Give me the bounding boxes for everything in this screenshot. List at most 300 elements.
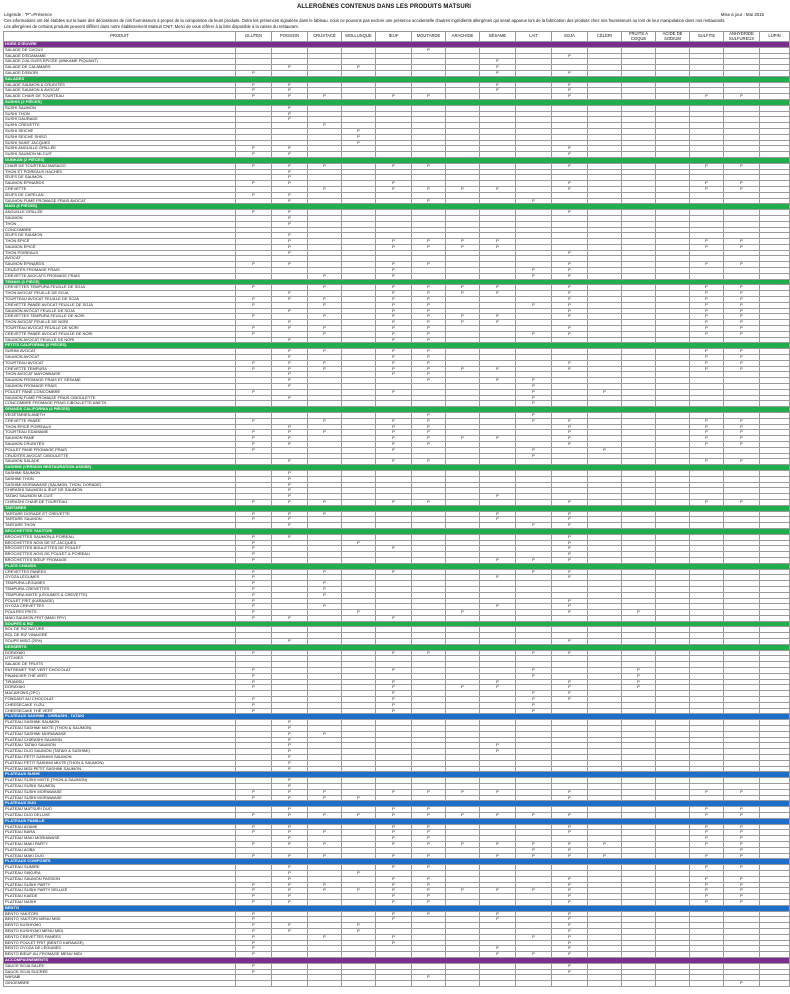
allergen-cell: P — [376, 430, 412, 436]
allergen-cell: P — [446, 841, 480, 847]
allergen-cell: P — [236, 499, 272, 505]
allergen-cell: P — [236, 447, 272, 453]
product-name: CONCOMBRE — [4, 227, 236, 233]
product-name: SAUCE SOJA SALÉE — [4, 963, 236, 969]
column-header: ANHYDRIDE SULFUREUX — [724, 32, 760, 42]
product-name: TEMPURA MIXTE (LÉGUMES & CREVETTE) — [4, 592, 236, 598]
allergen-cell: P — [272, 928, 308, 934]
allergen-cell: P — [236, 192, 272, 198]
product-name: CREVETTE PANÉE AVOCAT FEUILLE DE SOJA — [4, 302, 236, 308]
section-title: ACCOMPAGNEMENTS — [4, 957, 790, 963]
allergen-cell: P — [480, 575, 516, 581]
allergen-cell: P — [724, 366, 760, 372]
allergen-cell — [552, 981, 588, 987]
allergen-cell: P — [480, 59, 516, 65]
allergen-cell: P — [552, 181, 588, 187]
column-header: SÉSAME — [480, 32, 516, 42]
allergen-cell: P — [724, 441, 760, 447]
allergen-cell: P — [412, 262, 446, 268]
allergen-cell: P — [376, 708, 412, 714]
allergen-cell: P — [272, 795, 308, 801]
allergen-cell: P — [552, 847, 588, 853]
product-name: BENTO CREVETTES PANÉES — [4, 934, 236, 940]
allergen-cell: P — [236, 952, 272, 958]
allergen-cell: P — [480, 557, 516, 563]
allergen-cell: P — [376, 337, 412, 343]
product-name: ANGUILLE GRILLÉE — [4, 210, 236, 216]
allergen-cell: P — [516, 934, 552, 940]
allergen-cell: P — [412, 331, 446, 337]
allergen-cell: P — [446, 789, 480, 795]
allergen-cell: P — [236, 894, 272, 900]
allergen-cell: P — [480, 952, 516, 958]
allergen-cell: P — [236, 575, 272, 581]
allergen-cell: P — [272, 105, 308, 111]
allergen-cell: P — [552, 441, 588, 447]
allergen-cell: P — [236, 685, 272, 691]
allergen-cell: P — [272, 378, 308, 384]
allergen-cell: P — [552, 436, 588, 442]
allergen-cell: P — [376, 685, 412, 691]
allergen-cell: P — [516, 378, 552, 384]
allergen-cell: P — [272, 355, 308, 361]
allergen-cell: P — [480, 853, 516, 859]
allergen-cell: P — [552, 888, 588, 894]
allergen-cell: P — [236, 94, 272, 100]
allergen-cell: P — [552, 511, 588, 517]
allergen-cell: P — [236, 928, 272, 934]
column-header: LAIT — [516, 32, 552, 42]
allergen-cell: P — [236, 697, 272, 703]
allergen-cell: P — [412, 302, 446, 308]
product-name: PLATEAU SUSHI MIXTE (THON & SAUMON) — [4, 778, 236, 784]
allergen-cell: P — [690, 459, 724, 465]
product-name: THON ÉPICÉ POIREAUX — [4, 424, 236, 430]
allergen-cell: P — [376, 273, 412, 279]
allergen-cell: P — [272, 146, 308, 152]
allergen-cell: P — [480, 239, 516, 245]
allergen-cell: P — [236, 592, 272, 598]
allergen-cell: P — [308, 302, 342, 308]
allergen-cell: P — [376, 239, 412, 245]
allergen-cell: P — [690, 308, 724, 314]
allergen-cell: P — [272, 250, 308, 256]
allergen-cell: P — [272, 169, 308, 175]
allergen-cell: P — [272, 534, 308, 540]
product-name: SAUMON AVOCAT — [4, 355, 236, 361]
allergen-cell: P — [412, 789, 446, 795]
allergen-cell: P — [308, 789, 342, 795]
allergen-cell: P — [412, 378, 446, 384]
product-name: SAUMON PANÉ — [4, 436, 236, 442]
allergen-cell: P — [272, 807, 308, 813]
allergen-cell: P — [272, 372, 308, 378]
allergen-cell: P — [272, 824, 308, 830]
allergen-cell: P — [724, 285, 760, 291]
allergen-cell: P — [236, 882, 272, 888]
allergen-cell: P — [552, 546, 588, 552]
allergen-cell: P — [480, 186, 516, 192]
allergen-cell — [236, 981, 272, 987]
product-name: PLATEAU AOBA — [4, 847, 236, 853]
allergen-cell: P — [446, 812, 480, 818]
section-title: TARTARES — [4, 505, 790, 511]
allergen-cell: P — [236, 795, 272, 801]
allergen-cell: P — [342, 140, 376, 146]
product-name: TOURTEAU AVOCAT FEUILLE DE SOJA — [4, 297, 236, 303]
product-name: SURIMI AVOCAT — [4, 349, 236, 355]
allergen-cell: P — [376, 702, 412, 708]
allergen-cell: P — [516, 691, 552, 697]
section-title: SOUPES & RIZ — [4, 621, 790, 627]
allergen-cell: P — [376, 876, 412, 882]
allergen-cell: P — [272, 297, 308, 303]
product-name: SAUMON CRUDITÉS — [4, 441, 236, 447]
allergen-cell: P — [552, 302, 588, 308]
allergen-cell: P — [236, 82, 272, 88]
allergen-cell: P — [412, 975, 446, 981]
allergen-cell: P — [516, 557, 552, 563]
allergen-cell: P — [272, 760, 308, 766]
product-name: BENTO GYOZA DE LÉGUMES — [4, 946, 236, 952]
product-name: PLATEAU MIDI PETIT SASHIMI SAUMON — [4, 766, 236, 772]
section-title: HORS D'ŒUVRE — [4, 42, 790, 48]
allergen-cell: P — [236, 940, 272, 946]
allergen-cell: P — [480, 946, 516, 952]
allergen-cell: P — [376, 882, 412, 888]
product-name: SUSHI ANGUILLE GRILLÉE — [4, 146, 236, 152]
product-name: SAUMON FUMÉ FROMAGE FRAIS AVOCAT — [4, 198, 236, 204]
allergen-cell: P — [236, 824, 272, 830]
allergen-cell: P — [272, 308, 308, 314]
allergen-cell: P — [272, 239, 308, 245]
allergen-cell: P — [724, 436, 760, 442]
allergen-cell: P — [272, 517, 308, 523]
allergen-cell: P — [272, 163, 308, 169]
allergen-cell: P — [552, 360, 588, 366]
product-name: SOUPE MISO (20%) — [4, 639, 236, 645]
product-name: THON POIREAUX — [4, 250, 236, 256]
allergen-cell: P — [690, 320, 724, 326]
column-header: ACIDE DE SODIUM — [656, 32, 690, 42]
allergen-cell: P — [690, 436, 724, 442]
allergen-cell: P — [308, 882, 342, 888]
allergen-cell: P — [724, 847, 760, 853]
allergen-table — [3, 31, 790, 987]
product-name: CREVETTE PANÉE — [4, 418, 236, 424]
product-name: SUSHI THON — [4, 111, 236, 117]
product-name: CONCOMBRE FROMAGE FRAIS CIBOULETTE ANETH — [4, 401, 236, 407]
product-name: SALADE CHAIR DE TOURTEAU — [4, 94, 236, 100]
allergen-cell: P — [690, 163, 724, 169]
allergen-cell: P — [236, 650, 272, 656]
allergen-cell: P — [552, 418, 588, 424]
allergen-cell: P — [480, 65, 516, 71]
product-name: PLATEAU SUMIRE — [4, 865, 236, 871]
allergen-cell: P — [412, 285, 446, 291]
allergen-cell: P — [236, 604, 272, 610]
allergen-cell: P — [552, 82, 588, 88]
allergen-cell: P — [376, 899, 412, 905]
column-header: PRODUIT — [4, 32, 236, 42]
allergen-cell: P — [376, 447, 412, 453]
allergen-cell: P — [272, 430, 308, 436]
allergen-cell: P — [308, 285, 342, 291]
allergen-cell: P — [236, 210, 272, 216]
section-title: GUNKAN (2 PIÈCES) — [4, 157, 790, 163]
allergen-cell: P — [412, 430, 446, 436]
allergen-cell: P — [236, 598, 272, 604]
allergen-cell: P — [376, 894, 412, 900]
allergen-cell: P — [552, 424, 588, 430]
allergen-cell: P — [690, 441, 724, 447]
product-name: SAUMON AVOCAT FEUILLE DE NORI — [4, 337, 236, 343]
column-header: ARACHIDE — [446, 32, 480, 42]
allergen-cell — [308, 981, 342, 987]
allergen-cell: P — [236, 517, 272, 523]
product-name: THON — [4, 221, 236, 227]
allergen-cell: P — [376, 320, 412, 326]
legend: Légende : "P"=Présence — [4, 12, 52, 17]
allergen-cell: P — [342, 128, 376, 134]
column-header: CÉLERI — [588, 32, 622, 42]
allergen-cell: P — [588, 389, 622, 395]
product-name: PLATEAU PETIT SASHIMI SAUMON — [4, 755, 236, 761]
allergen-cell: P — [516, 418, 552, 424]
allergen-cell: P — [724, 349, 760, 355]
allergen-cell: P — [308, 123, 342, 129]
allergen-cell: P — [412, 807, 446, 813]
allergen-cell: P — [412, 297, 446, 303]
allergen-cell: P — [552, 499, 588, 505]
section-title: DESSERTS — [4, 644, 790, 650]
allergen-cell: P — [480, 320, 516, 326]
allergen-cell: P — [272, 262, 308, 268]
product-name: PLATEAU AYAME — [4, 824, 236, 830]
allergen-cell: P — [724, 326, 760, 332]
allergen-cell: P — [446, 436, 480, 442]
allergen-cell: P — [552, 366, 588, 372]
allergen-cell: P — [516, 952, 552, 958]
allergen-cell: P — [308, 326, 342, 332]
allergen-cell: P — [690, 297, 724, 303]
allergen-cell: P — [552, 268, 588, 274]
allergen-cell: P — [412, 894, 446, 900]
allergen-cell: P — [272, 395, 308, 401]
allergen-cell: P — [446, 610, 480, 616]
product-name: BENTO BŒUF AU FROMAGE MENU MIDI — [4, 952, 236, 958]
product-name: WASABI — [4, 975, 236, 981]
allergen-cell: P — [272, 117, 308, 123]
allergen-cell: P — [236, 946, 272, 952]
product-name: TARTARE DORADE ET CREVETTE — [4, 511, 236, 517]
allergen-cell: P — [516, 401, 552, 407]
allergen-cell: P — [724, 181, 760, 187]
allergen-cell: P — [236, 841, 272, 847]
allergen-cell: P — [308, 604, 342, 610]
product-name: PLATEAU SAKURA — [4, 870, 236, 876]
allergen-cell: P — [480, 743, 516, 749]
allergen-cell: P — [412, 418, 446, 424]
allergen-cell: P — [272, 111, 308, 117]
allergen-cell: P — [446, 320, 480, 326]
allergen-cell: P — [236, 285, 272, 291]
allergen-cell: P — [342, 812, 376, 818]
allergen-cell: P — [690, 360, 724, 366]
allergen-cell: P — [516, 812, 552, 818]
allergen-cell: P — [412, 308, 446, 314]
allergen-cell: P — [724, 853, 760, 859]
allergen-cell: P — [376, 615, 412, 621]
allergen-cell: P — [308, 795, 342, 801]
allergen-cell: P — [412, 198, 446, 204]
allergen-cell: P — [724, 830, 760, 836]
allergen-cell — [376, 981, 412, 987]
product-name: FINANCIER THÉ VERT — [4, 673, 236, 679]
allergen-cell: P — [480, 888, 516, 894]
product-name: SAUMON ÉPINARDS — [4, 181, 236, 187]
allergen-cell: P — [342, 795, 376, 801]
allergen-cell: P — [724, 812, 760, 818]
product-name: AVOCAT — [4, 256, 236, 262]
product-name: CREVETTES TEMPURA FEUILLE DE SOJA — [4, 285, 236, 291]
allergen-cell: P — [480, 841, 516, 847]
allergen-cell: P — [236, 899, 272, 905]
allergen-cell: P — [516, 447, 552, 453]
allergen-cell: P — [622, 668, 656, 674]
allergen-cell: P — [690, 349, 724, 355]
product-name: TARTARE THON — [4, 523, 236, 529]
allergen-cell: P — [516, 395, 552, 401]
allergen-cell: P — [308, 349, 342, 355]
section-title: PETITS CALIFORNIA (6 PIÈCES) — [4, 343, 790, 349]
allergen-cell: P — [272, 894, 308, 900]
allergen-cell: P — [236, 581, 272, 587]
allergen-cell: P — [480, 244, 516, 250]
allergen-cell: P — [412, 830, 446, 836]
allergen-cell: P — [552, 679, 588, 685]
product-name: PLATEAU MATSURI DUO — [4, 807, 236, 813]
allergen-cell: P — [412, 244, 446, 250]
allergen-cell: P — [376, 934, 412, 940]
allergen-cell: P — [272, 349, 308, 355]
allergen-cell: P — [272, 737, 308, 743]
allergen-cell: P — [412, 186, 446, 192]
allergen-cell: P — [376, 268, 412, 274]
table-row — [4, 981, 790, 987]
allergen-cell — [760, 981, 790, 987]
allergen-cell: P — [308, 731, 342, 737]
allergen-cell: P — [376, 360, 412, 366]
column-header: SOJA — [552, 32, 588, 42]
allergen-cell: P — [690, 424, 724, 430]
allergen-cell: P — [588, 841, 622, 847]
allergen-cell: P — [236, 314, 272, 320]
allergen-cell: P — [272, 755, 308, 761]
product-name: TOURTEAU AVOCAT — [4, 360, 236, 366]
product-name: BENTO POULET FRIT (BENTO KARAAGE) — [4, 940, 236, 946]
allergen-cell: P — [552, 882, 588, 888]
allergen-cell: P — [308, 586, 342, 592]
allergen-cell: P — [376, 441, 412, 447]
allergen-cell: P — [412, 291, 446, 297]
allergen-cell: P — [516, 198, 552, 204]
allergen-cell: P — [272, 94, 308, 100]
intro-text: Ces informations ont été établies sur la base des déclarations de nos fournisseurs à propos de la composition de leurs produits. Outre les présences signalées dans le tableau, nous ne pouvons pas exclure une présence accidentelle d'autres ingrédients allergènes qui serait apparue lors de la fabrication des produits chez nos fournisseurs ou lors de leur manipulation dans nos restaurants. — [4, 18, 726, 23]
product-name: ENTREMET THÉ VERT CHOCOLAT — [4, 668, 236, 674]
product-name: CHEESECAKE THÉ VERT — [4, 708, 236, 714]
product-name: TIRAMISU — [4, 679, 236, 685]
allergen-cell: P — [272, 360, 308, 366]
allergen-cell: P — [308, 186, 342, 192]
product-name: SALADE SAUMON & CRUDITÉS — [4, 82, 236, 88]
allergen-cell: P — [412, 911, 446, 917]
allergen-cell: P — [724, 320, 760, 326]
product-name: TOURTEAU EDAMAME — [4, 430, 236, 436]
allergen-cell: P — [236, 430, 272, 436]
allergen-cell: P — [516, 702, 552, 708]
allergen-cell: P — [236, 552, 272, 558]
allergen-cell: P — [236, 934, 272, 940]
product-name: TOURTEAU AVOCAT FEUILLE DE NORI — [4, 326, 236, 332]
product-name: CHIRASHI SAUMON & ŒUF DE SAUMON — [4, 488, 236, 494]
allergen-cell: P — [446, 244, 480, 250]
product-name: BENTO YAKITORI MENU MIDI — [4, 917, 236, 923]
allergen-cell: P — [412, 424, 446, 430]
allergen-cell: P — [690, 830, 724, 836]
product-name: SAUMON FROMAGE FRAIS ET SÉSAME — [4, 378, 236, 384]
product-name: CHAIR DE TOURTEAU MASAGO — [4, 163, 236, 169]
section-title: PLATS CHAUDS — [4, 563, 790, 569]
allergen-cell — [588, 981, 622, 987]
allergen-cell: P — [272, 482, 308, 488]
allergen-cell: P — [724, 899, 760, 905]
allergen-cell: P — [516, 384, 552, 390]
allergen-cell: P — [690, 355, 724, 361]
allergen-cell: P — [552, 552, 588, 558]
product-name: POULET PANÉ CONCOMBRE — [4, 389, 236, 395]
product-name: PLATEAU KAEDE — [4, 894, 236, 900]
product-name: SAUMON AVOCAT FEUILLE DE SOJA — [4, 308, 236, 314]
allergen-cell: P — [552, 210, 588, 216]
allergen-cell: P — [412, 436, 446, 442]
product-name: PLATEAU MAKI MORIAWASE — [4, 836, 236, 842]
allergen-cell: P — [724, 981, 760, 987]
section-title: SASHIMI (VERSION RESTAURATION ASSISE) — [4, 465, 790, 471]
allergen-cell: P — [480, 511, 516, 517]
allergen-cell: P — [272, 210, 308, 216]
allergen-cell: P — [552, 691, 588, 697]
allergen-cell: P — [724, 355, 760, 361]
product-name: PLATEAU SUSHI MORIAWASE — [4, 789, 236, 795]
allergen-cell: P — [690, 331, 724, 337]
product-name: CREVETTE PANÉE AVOCAT FEUILLE DE NORI — [4, 331, 236, 337]
allergen-cell: P — [480, 812, 516, 818]
allergen-cell: P — [376, 499, 412, 505]
allergen-cell: P — [516, 650, 552, 656]
allergen-cell: P — [412, 836, 446, 842]
allergen-cell: P — [552, 285, 588, 291]
allergen-cell: P — [412, 47, 446, 53]
product-name: BROCHETTES NOIX DE POULET & POIREAU — [4, 552, 236, 558]
product-name: PLATEAU SUSHI PARTY — [4, 882, 236, 888]
allergen-cell: P — [690, 824, 724, 830]
allergen-cell: P — [552, 517, 588, 523]
allergen-cell: P — [308, 511, 342, 517]
allergen-cell: P — [376, 853, 412, 859]
allergen-cell: P — [376, 389, 412, 395]
allergen-cell: P — [480, 70, 516, 76]
